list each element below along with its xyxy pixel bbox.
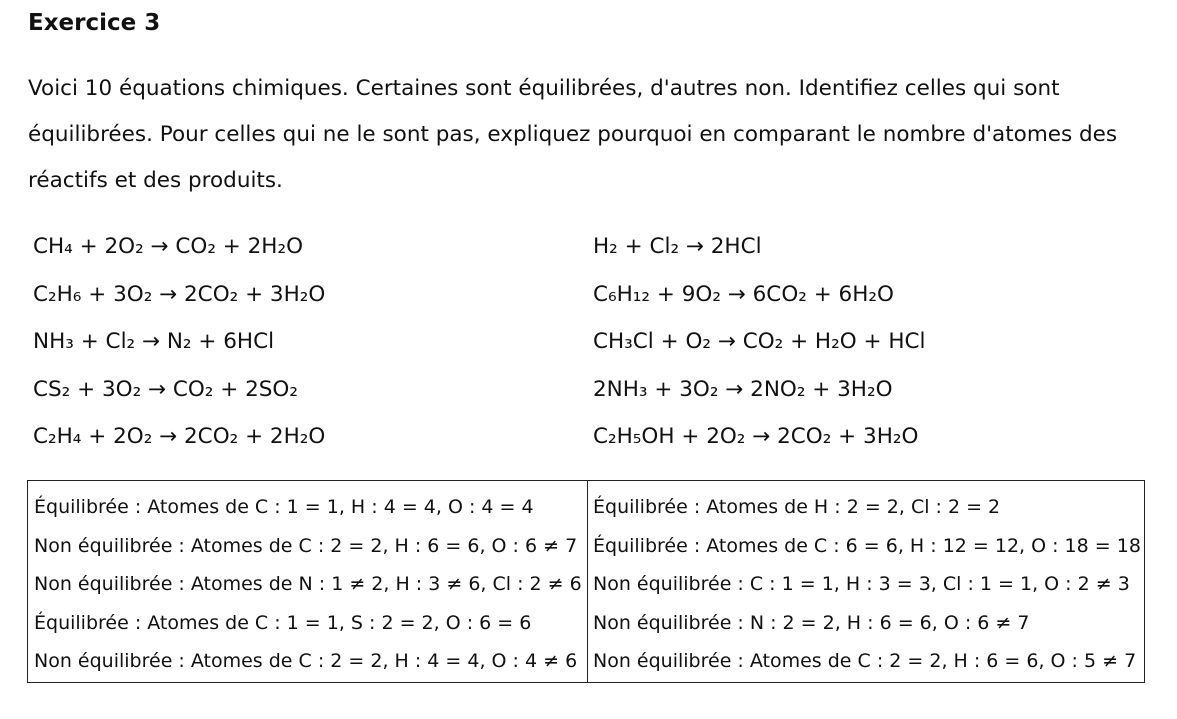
answer-row: Équilibrée : Atomes de C : 6 = 6, H : 12 = 12, O : 18 = 18 (593, 534, 1141, 557)
equation-6: CH₃Cl + O₂ → CO₂ + H₂O + HCl (593, 329, 926, 354)
answers-table (27, 480, 1145, 683)
exercise-title: Exercice 3 (28, 10, 161, 36)
equation-9: C₂H₄ + 2O₂ → 2CO₂ + 2H₂O (33, 424, 326, 449)
answer-row: Non équilibrée : N : 2 = 2, H : 6 = 6, O : 6 ≠ 7 (593, 611, 1030, 634)
answer-row: Non équilibrée : C : 1 = 1, H : 3 = 3, Cl : 1 = 1, O : 2 ≠ 3 (593, 573, 1130, 596)
answer-row: Équilibrée : Atomes de H : 2 = 2, Cl : 2 = 2 (593, 496, 1001, 518)
answer-row: Équilibrée : Atomes de C : 1 = 1, H : 4 = 4, O : 4 = 4 (34, 496, 534, 518)
equation-5: NH₃ + Cl₂ → N₂ + 6HCl (33, 329, 275, 354)
equation-3: C₂H₆ + 3O₂ → 2CO₂ + 3H₂O (33, 281, 326, 307)
equation-10: C₂H₅OH + 2O₂ → 2CO₂ + 3H₂O (593, 424, 919, 449)
answer-row: Non équilibrée : Atomes de C : 2 = 2, H : 6 = 6, O : 5 ≠ 7 (593, 650, 1137, 673)
equation-7: CS₂ + 3O₂ → CO₂ + 2SO₂ (33, 376, 298, 402)
equation-1: CH₄ + 2O₂ → CO₂ + 2H₂O (33, 234, 304, 259)
answer-row: Non équilibrée : Atomes de N : 1 ≠ 2, H : 3 ≠ 6, Cl : 2 ≠ 6 (34, 573, 582, 596)
answer-row: Non équilibrée : Atomes de C : 2 = 2, H : 4 = 4, O : 4 ≠ 6 (34, 650, 578, 673)
equations-grid (33, 225, 1143, 463)
answer-row: Équilibrée : Atomes de C : 1 = 1, S : 2 = 2, O : 6 = 6 (34, 611, 532, 634)
answer-row: Non équilibrée : Atomes de C : 2 = 2, H : 6 = 6, O : 6 ≠ 7 (34, 534, 578, 557)
answers-column-left (28, 481, 587, 682)
equation-8: 2NH₃ + 3O₂ → 2NO₂ + 3H₂O (593, 376, 893, 402)
answers-column-right (587, 481, 1144, 682)
equation-4: C₆H₁₂ + 9O₂ → 6CO₂ + 6H₂O (593, 281, 894, 307)
instructions-paragraph: Voici 10 équations chimiques. Certaines sont équilibrées, d'autres non. Identifiez celles qui sont équilibrées. Pour celles qui ne le sont pas, expliquez pourquoi en comparant le nombre d'atomes des réactifs et des produits. (28, 76, 1118, 193)
equation-2: H₂ + Cl₂ → 2HCl (593, 234, 762, 259)
